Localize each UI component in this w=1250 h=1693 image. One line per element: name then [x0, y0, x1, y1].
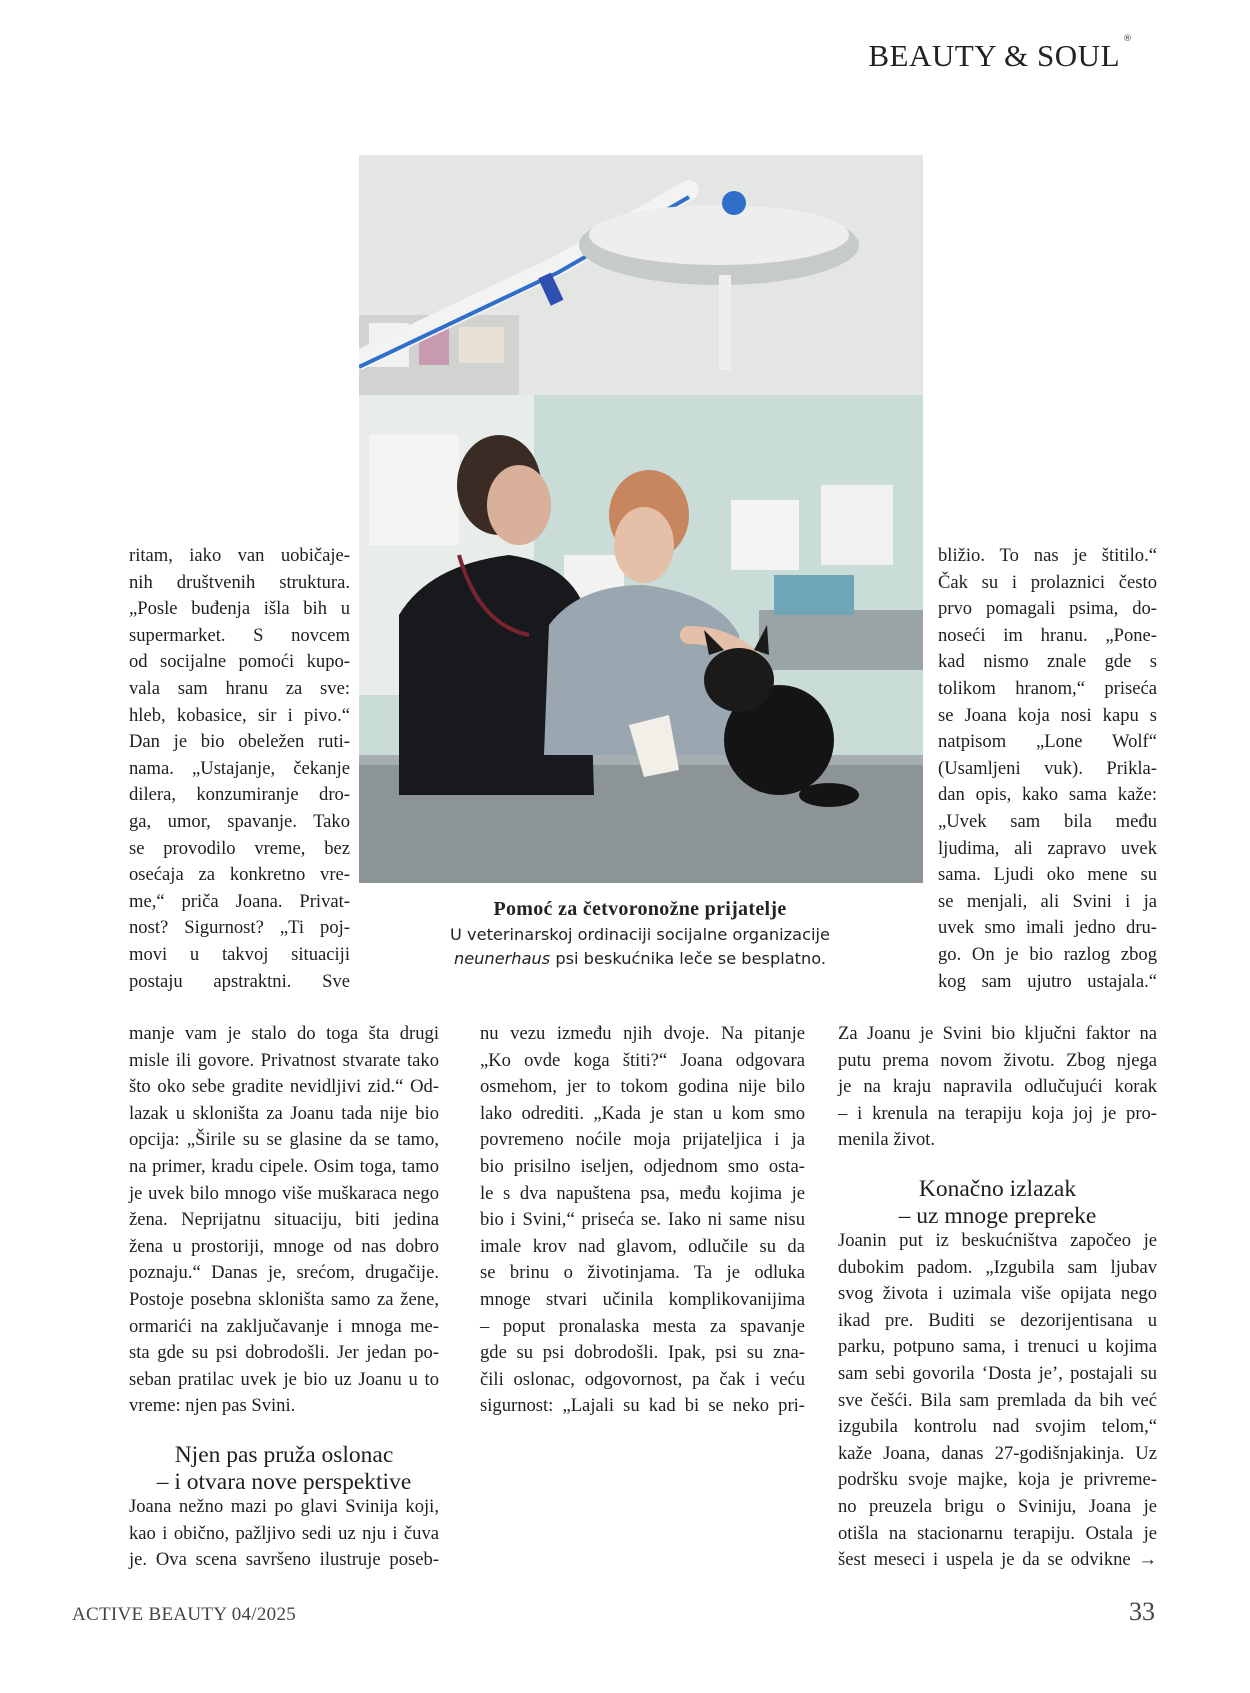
text-line: nama. „Ustajanje, čekanje — [129, 757, 350, 779]
text-line: kog sam ujutro ustajala.“ — [938, 970, 1157, 992]
text-line: prvo pomagali psima, do- — [938, 598, 1157, 620]
text-line: vala sam hranu za sve: — [129, 677, 350, 699]
text-line: je uvek bilo mnogo više muškaraca nego — [129, 1182, 439, 1204]
text-line: natpisom „Lone Wolf“ — [938, 731, 1157, 753]
text-line: osmehom, jer to tokom godina nije bilo — [480, 1076, 805, 1098]
text-line: povremeno noćile moja prijateljica i ja — [480, 1129, 805, 1151]
text-line: no preuzela brigu o Sviniju, Joana je — [838, 1495, 1157, 1517]
text-line: ga, umor, spavanje. Tako — [129, 810, 350, 832]
text-line: noseći im hranu. „Pone- — [938, 624, 1157, 646]
text-line: je na kraju napravila odlučujući korak — [838, 1076, 1157, 1098]
text-line: nost? Sigurnost? „Ti poj- — [129, 917, 350, 939]
column-3-after — [838, 1228, 1157, 1574]
text-line: otišla na stacionarnu terapiju. Ostala je — [838, 1522, 1157, 1544]
column-2 — [480, 1021, 805, 1420]
subhead-1-line-2: – i otvara nove perspektive — [156, 1469, 412, 1495]
text-line: Čak su i prolaznici često — [938, 571, 1157, 593]
text-line: nu vezu između njih dvoje. Na pitanje — [480, 1023, 805, 1044]
page-number: 33 — [1129, 1597, 1155, 1626]
text-line: movi u takvoj situaciji — [129, 943, 350, 965]
text-line: se brinu o životinjama. Ta je odluka — [480, 1262, 805, 1284]
text-line: manje vam je stalo do toga šta drugi — [129, 1023, 439, 1044]
text-line: „Uvek sam bila među — [938, 810, 1157, 832]
text-line: postaju apstraktni. Sve — [129, 970, 350, 992]
text-line: čili oslonac, odgovornost, pa čak i veću — [480, 1368, 805, 1390]
text-line: Za Joanu je Svini bio ključni faktor na — [838, 1023, 1157, 1044]
text-line: opcija: „Širile su se glasine da se tamo, — [129, 1129, 439, 1151]
text-line: kad nismo znale gde s — [938, 651, 1157, 673]
text-line: sam sebi govorila ‘Dosta je’, postajali su — [838, 1362, 1157, 1384]
text-line: šest meseci i uspela je da se odvikne → — [838, 1549, 1157, 1571]
text-line: seban pratilac uvek je bio uz Joanu u to — [129, 1368, 439, 1390]
registered-mark: ® — [1123, 34, 1132, 44]
text-line: imale krov nad glavom, odlučile su da — [480, 1235, 805, 1257]
text-line: dilera, konzumiranje dro- — [129, 784, 350, 806]
text-line: supermarket. S novcem — [129, 624, 350, 646]
text-line: se menjali, ali Svini i ja — [938, 890, 1157, 912]
text-line: Joana nežno mazi po glavi Svinija koji, — [129, 1496, 439, 1517]
caption-line-2: psi beskućnika leče se besplatno. — [550, 949, 827, 968]
text-line: „Posle buđenja išla bih u — [129, 598, 350, 620]
text-line: hleb, kobasice, sir i pivo.“ — [129, 704, 350, 726]
text-line: nih društvenih struktura. — [129, 571, 350, 593]
text-line: na primer, kradu cipele. Osim toga, tamo — [129, 1155, 439, 1177]
text-line: misle ili govore. Privatnost stvarate tako — [129, 1049, 439, 1071]
text-line: vreme: njen pas Svini. — [129, 1395, 296, 1417]
text-line: kao i obično, pažljivo sedi uz nju i čuva — [129, 1522, 439, 1544]
column-1-after — [129, 1494, 439, 1574]
text-line: bio i Svini,“ priseća se. Iako ni same nisu — [480, 1209, 805, 1231]
text-line: podršku svoje majke, koja je privreme- — [838, 1469, 1157, 1491]
text-line: go. On je bio razlog zbog — [938, 943, 1157, 965]
text-line: sve češći. Bila sam premlada da bih već — [838, 1389, 1157, 1411]
section-title: BEAUTY & SOUL — [868, 38, 1120, 73]
text-line: parku, potpuno sama, i trenuci u kojima — [838, 1336, 1157, 1358]
text-line: svog života i uzimala više opijata nego — [838, 1283, 1157, 1305]
text-line: žena u prostoriji, mnoge od nas dobro — [129, 1235, 439, 1257]
text-line: kaže Joana, danas 27-godišnjakinja. Uz — [838, 1442, 1157, 1464]
text-line: tolikom hranom,“ priseća — [938, 677, 1157, 699]
text-line: putu prema novom životu. Zbog njega — [838, 1049, 1157, 1071]
text-line: dan opis, kako sama kaže: — [938, 784, 1157, 806]
text-line: bio prisilno iseljen, odjednom smo osta- — [480, 1155, 805, 1177]
text-line: izgubila kontrolu nad svojim telom,“ — [838, 1416, 1157, 1438]
text-line: gde su psi dobrodošli. Ipak, psi su zna- — [480, 1342, 805, 1364]
column-1-wide — [129, 1021, 439, 1420]
subhead-2 — [838, 1176, 1157, 1230]
text-line: se provodilo vreme, bez — [129, 837, 350, 859]
magazine-issue: ACTIVE BEAUTY 04/2025 — [72, 1604, 297, 1625]
caption-body — [430, 923, 850, 971]
text-line: Joanin put iz beskućništva započeo je — [838, 1230, 1157, 1251]
subhead-2-line-2: – uz mnoge prepreke — [898, 1203, 1097, 1229]
text-line: sama. Ljudi oko mene su — [938, 864, 1157, 886]
text-line: – i krenula na terapiju koja joj je pro- — [838, 1102, 1157, 1124]
text-line: bližio. To nas je štitilo.“ — [938, 545, 1157, 566]
text-line: je. Ova scena savršeno ilustruje poseb- — [129, 1549, 439, 1571]
subhead-1 — [129, 1442, 439, 1496]
text-line: od socijalne pomoći kupo- — [129, 651, 350, 673]
text-line: sigurnost: „Lajali su kad bi se neko pri- — [480, 1395, 805, 1417]
text-line: ikad pre. Buditi se dezorijentisana u — [838, 1309, 1157, 1331]
text-line: lako odrediti. „Kada je stan u kom smo — [480, 1102, 805, 1124]
caption-line-1: U veterinarskoj ordinaciji socijalne organizacije — [450, 925, 830, 944]
text-line: mnoge stvari učinila komplikovanijima — [480, 1288, 805, 1310]
caption-org-name: neunerhaus — [453, 949, 551, 968]
caption-title: Pomoć za četvoronožne prijatelje — [493, 898, 787, 920]
text-line: uvek smo imali jedno dru- — [938, 917, 1157, 939]
text-line: menila život. — [838, 1129, 936, 1151]
column-1-narrow — [129, 543, 350, 995]
photo-caption — [430, 898, 850, 971]
text-line: žena. Neprijatnu situaciju, biti jedina — [129, 1209, 439, 1231]
text-line: le s dva napuštena psa, među kojima je — [480, 1182, 805, 1204]
text-line: poznaju.“ Danas je, srećom, drugačije. — [129, 1262, 439, 1284]
text-line: (Usamljeni vuk). Prikla- — [938, 757, 1157, 779]
text-line: što oko sebe gradite nevidljivi zid.“ Od- — [129, 1076, 439, 1098]
text-line: se Joana koja nosi kapu s — [938, 704, 1157, 726]
column-3-wide — [838, 1021, 1157, 1154]
subhead-2-line-1: Konačno izlazak — [918, 1176, 1077, 1202]
text-line: osećaja za konkretno vre- — [129, 864, 350, 886]
text-line: lazak u skloništa za Joanu tada nije bio — [129, 1102, 439, 1124]
subhead-1-line-1: Njen pas pruža oslonac — [174, 1442, 394, 1468]
text-line: – poput pronalaska mesta za spavanje — [480, 1315, 805, 1337]
text-line: me,“ priča Joana. Privat- — [129, 890, 350, 912]
text-line: ritam, iako van uobičaje- — [129, 545, 350, 566]
text-line: sta gde su psi dobrodošli. Jer jedan po- — [129, 1342, 439, 1364]
column-3-narrow — [938, 543, 1157, 995]
text-line: Postoje posebna skloništa samo za žene, — [129, 1288, 439, 1310]
text-line: Dan je bio obeležen ruti- — [129, 731, 350, 753]
text-line: ljudima, ali zapravo uvek — [938, 837, 1157, 859]
text-line: „Ko ovde koga štiti?“ Joana odgovara — [480, 1049, 805, 1071]
vet-clinic-photo — [359, 155, 923, 883]
text-line: dubokim padom. „Izgubila sam ljubav — [838, 1256, 1157, 1278]
text-line: ormarići na zaključavanje i mnoga me- — [129, 1315, 439, 1337]
